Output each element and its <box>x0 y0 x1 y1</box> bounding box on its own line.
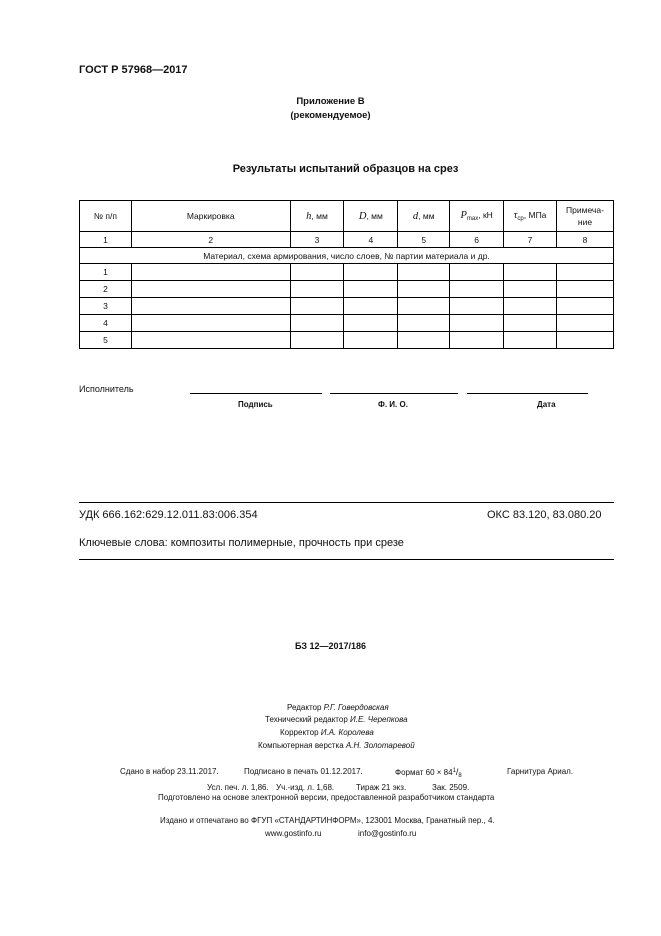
name-line <box>330 393 458 394</box>
print-info-format: Формат $60 \times 84^1/_8$ <box>395 767 462 779</box>
col-header-tau: $\tau_{ср}$, МПа <box>504 201 557 232</box>
print-info-pub-sheets: Уч.-изд. л. 1,68. <box>276 783 335 792</box>
divider-bottom <box>79 559 614 560</box>
print-info-run: Тираж 21 экз. <box>356 783 407 792</box>
empty-cell <box>290 332 344 349</box>
credit-layout: Компьютерная верстка А.Н. Золотаревой <box>258 741 415 750</box>
empty-cell <box>450 332 504 349</box>
empty-cell <box>344 315 398 332</box>
publisher-line: Издано и отпечатано во ФГУП «СТАНДАРТИНФОРМ», 123001 Москва, Гранатный пер., 4. <box>160 816 495 825</box>
signature-line <box>190 393 322 394</box>
empty-cell <box>504 332 557 349</box>
table-row <box>80 315 614 332</box>
empty-cell <box>131 264 290 281</box>
empty-cell <box>344 281 398 298</box>
udc-code: УДК 666.162:629.12.011.83:006.354 <box>79 509 258 521</box>
empty-cell <box>450 264 504 281</box>
results-table <box>79 200 614 349</box>
print-info-sheets: Усл. печ. л. 1,86. <box>207 783 269 792</box>
credit-editor: Редактор Р.Г. Говердовская <box>287 703 389 712</box>
row-number: 3 <box>80 298 132 315</box>
empty-cell <box>290 281 344 298</box>
empty-cell <box>450 315 504 332</box>
row-number: 2 <box>80 281 132 298</box>
print-info-order: Зак. 2509. <box>432 783 470 792</box>
empty-cell <box>556 332 613 349</box>
bz-number: БЗ 12—2017/186 <box>294 641 367 651</box>
empty-cell <box>290 298 344 315</box>
column-number: 2 <box>131 232 290 248</box>
empty-cell <box>504 298 557 315</box>
empty-cell <box>344 298 398 315</box>
col-header-number: № п/п <box>80 201 132 232</box>
credit-tech-editor: Технический редактор И.Е. Черепкова <box>265 715 408 724</box>
executor-label: Исполнитель <box>79 384 134 394</box>
empty-cell <box>344 332 398 349</box>
empty-cell <box>556 298 613 315</box>
empty-cell <box>131 315 290 332</box>
table-row <box>80 298 614 315</box>
col-header-d: d, мм <box>398 201 450 232</box>
table-row <box>80 264 614 281</box>
column-number: 1 <box>80 232 132 248</box>
date-line <box>467 393 588 394</box>
empty-cell <box>398 315 450 332</box>
table-title: Результаты испытаний образцов на срез <box>232 163 459 175</box>
empty-cell <box>344 264 398 281</box>
appendix-title: Приложение В <box>296 96 365 107</box>
row-number: 1 <box>80 264 132 281</box>
signature-caption: Подпись <box>238 400 273 409</box>
publisher-site: www.gostinfo.ru <box>265 829 322 838</box>
keywords: Ключевые слова: композиты полимерные, прочность при срезе <box>79 537 404 549</box>
empty-cell <box>450 281 504 298</box>
column-number: 3 <box>290 232 344 248</box>
print-info-font: Гарнитура Ариал. <box>507 767 574 776</box>
empty-cell <box>131 332 290 349</box>
empty-cell <box>450 298 504 315</box>
empty-cell <box>556 315 613 332</box>
oks-code: ОКС 83.120, 83.080.20 <box>487 509 602 521</box>
column-number: 4 <box>344 232 398 248</box>
empty-cell <box>504 264 557 281</box>
table-header-row <box>80 201 614 232</box>
empty-cell <box>556 264 613 281</box>
name-caption: Ф. И. О. <box>378 400 408 409</box>
empty-cell <box>131 281 290 298</box>
empty-cell <box>290 315 344 332</box>
empty-cell <box>131 298 290 315</box>
date-caption: Дата <box>537 400 556 409</box>
empty-cell <box>398 281 450 298</box>
row-number: 4 <box>80 315 132 332</box>
material-span-row <box>80 248 614 264</box>
empty-cell <box>504 281 557 298</box>
col-header-pmax: $P_{max}$, кН <box>450 201 504 232</box>
table-row <box>80 332 614 349</box>
column-number-row <box>80 232 614 248</box>
print-info-prepared: Подготовлено на основе электронной версии, предоставленной разработчиком стандарта <box>158 793 495 802</box>
divider-top <box>79 502 614 503</box>
empty-cell <box>504 315 557 332</box>
column-number: 7 <box>504 232 557 248</box>
material-span-cell: Материал, схема армирования, число слоев, № партии материала и др. <box>80 248 614 264</box>
column-number: 6 <box>450 232 504 248</box>
empty-cell <box>398 298 450 315</box>
row-number: 5 <box>80 332 132 349</box>
col-header-h: h, мм <box>290 201 344 232</box>
publisher-email: info@gostinfo.ru <box>358 829 417 838</box>
table-row <box>80 281 614 298</box>
empty-cell <box>290 264 344 281</box>
empty-cell <box>398 332 450 349</box>
column-number: 8 <box>556 232 613 248</box>
print-info-set: Сдано в набор 23.11.2017. <box>120 767 219 776</box>
col-header-note: Примеча- ние <box>556 201 613 232</box>
print-info-signed: Подписано в печать 01.12.2017. <box>244 767 363 776</box>
empty-cell <box>398 264 450 281</box>
column-number: 5 <box>398 232 450 248</box>
empty-cell <box>556 281 613 298</box>
credit-proofreader: Корректор И.А. Королева <box>280 728 374 737</box>
appendix-note: (рекомендуемое) <box>290 110 371 121</box>
col-header-marking: Маркировка <box>131 201 290 232</box>
standard-number: ГОСТ Р 57968—2017 <box>79 64 188 76</box>
col-header-D: D, мм <box>344 201 398 232</box>
